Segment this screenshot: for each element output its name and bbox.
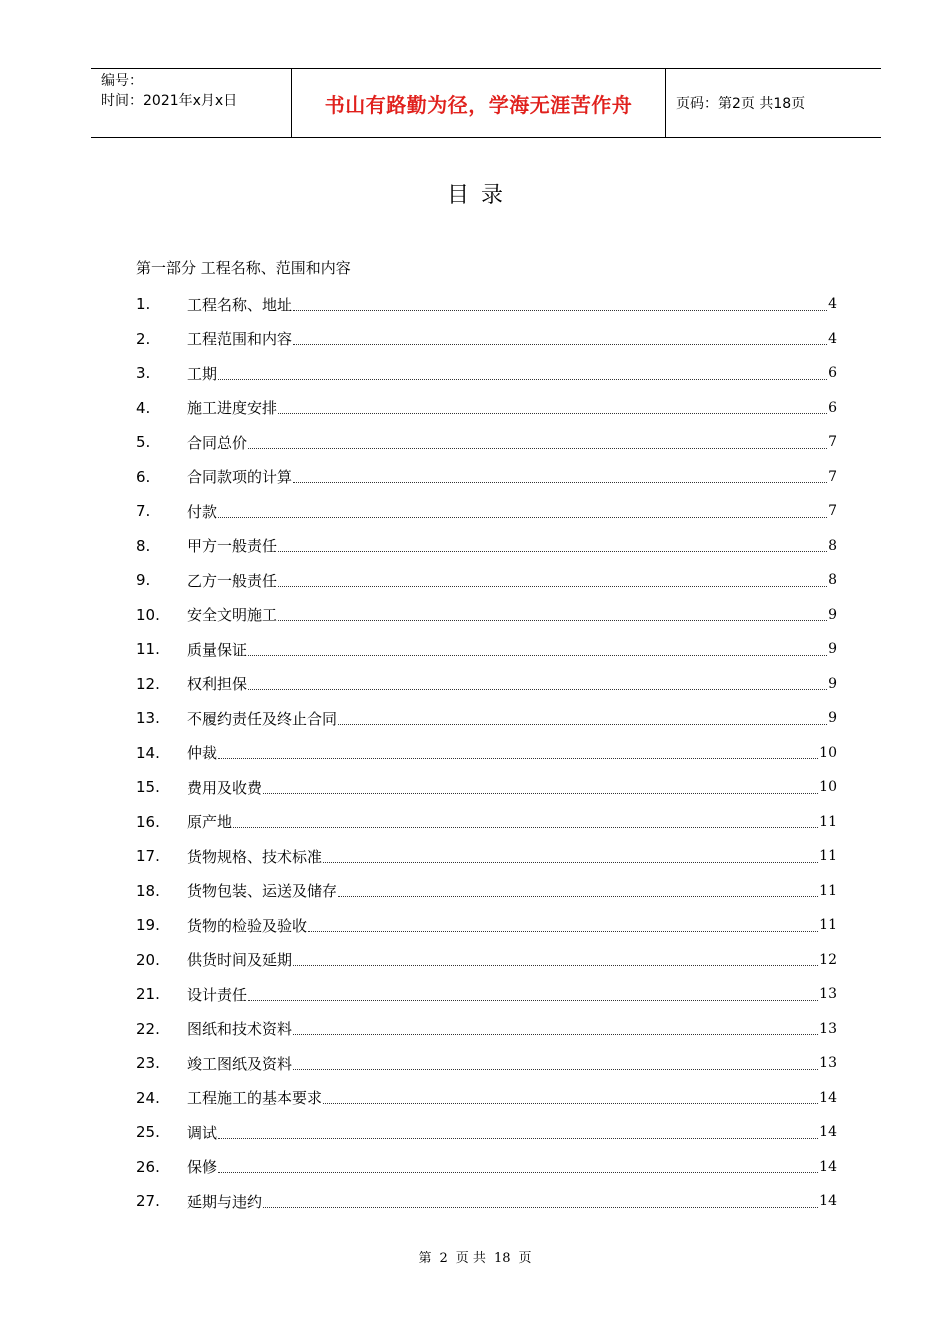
toc-entry-label: 权利担保	[187, 675, 248, 694]
toc-dot-leader	[278, 620, 827, 621]
toc-entry-page: 7	[828, 503, 837, 520]
toc-dot-leader	[278, 551, 827, 552]
toc-entry-label: 工期	[187, 364, 218, 383]
toc-entry-number: 26.	[136, 1157, 160, 1176]
toc-entry-label: 供货时间及延期	[187, 951, 293, 970]
toc-entry[interactable]	[136, 908, 837, 943]
toc-dot-leader	[293, 344, 827, 345]
toc-entry[interactable]	[136, 977, 837, 1012]
toc-entry[interactable]	[136, 943, 837, 978]
toc-entry[interactable]	[136, 667, 837, 702]
toc-entry-label: 工程施工的基本要求	[187, 1089, 323, 1108]
toc-entry-number: 18.	[136, 881, 160, 900]
toc-entry-page: 12	[819, 951, 837, 968]
toc-entry-number: 4.	[136, 398, 151, 417]
toc-dot-leader	[248, 1000, 818, 1001]
toc-dot-leader	[263, 1207, 818, 1208]
time-label: 时间：2021年x月x日	[101, 93, 238, 109]
part-heading: 第一部分 工程名称、范围和内容	[136, 259, 351, 277]
toc-entry-page: 7	[828, 468, 837, 485]
toc-entry-number: 17.	[136, 847, 160, 866]
toc-entry-label: 甲方一般责任	[187, 537, 278, 556]
toc-entry[interactable]	[136, 391, 837, 426]
toc-entry-page: 8	[828, 572, 837, 589]
toc-entry-label: 付款	[187, 502, 218, 521]
toc-entry-page: 4	[828, 330, 837, 347]
toc-entry-number: 3.	[136, 364, 151, 383]
toc-dot-leader	[248, 655, 827, 656]
toc-entry-number: 23.	[136, 1054, 160, 1073]
toc-dot-leader	[293, 965, 818, 966]
toc-entry-number: 12.	[136, 674, 160, 693]
toc-dot-leader	[218, 758, 818, 759]
toc-entry-label: 施工进度安排	[187, 399, 278, 418]
toc-entry-number: 19.	[136, 916, 160, 935]
toc-entry[interactable]	[136, 563, 837, 598]
toc-entry-page: 10	[819, 779, 837, 796]
toc-entry[interactable]	[136, 287, 837, 322]
toc-dot-leader	[218, 1172, 818, 1173]
toc-dot-leader	[323, 862, 818, 863]
toc-entry-number: 22.	[136, 1019, 160, 1038]
toc-title: 目录	[446, 183, 515, 208]
toc-entry[interactable]	[136, 1012, 837, 1047]
toc-dot-leader	[338, 896, 818, 897]
toc-entry[interactable]	[136, 632, 837, 667]
toc-dot-leader	[278, 413, 827, 414]
toc-entry-page: 9	[828, 710, 837, 727]
toc-entry-page: 14	[819, 1158, 837, 1175]
toc-entry-page: 14	[819, 1124, 837, 1141]
toc-dot-leader	[323, 1103, 818, 1104]
toc-entry[interactable]	[136, 598, 837, 633]
toc-entry-page: 4	[828, 296, 837, 313]
toc-dot-leader	[293, 1069, 818, 1070]
toc-dot-leader	[218, 517, 827, 518]
toc-entry-label: 工程范围和内容	[187, 330, 293, 349]
header-motto-cell	[292, 69, 666, 137]
toc-dot-leader	[248, 448, 827, 449]
toc-entry-page: 14	[819, 1089, 837, 1106]
toc-entry-page: 9	[828, 641, 837, 658]
toc-dot-leader	[293, 1034, 818, 1035]
toc-entry-page: 13	[819, 986, 837, 1003]
toc-dot-leader	[218, 379, 827, 380]
page-info: 页码：第2页 共18页	[676, 96, 806, 112]
document-header	[91, 68, 881, 138]
toc-entry[interactable]	[136, 356, 837, 391]
toc-entry[interactable]	[136, 1115, 837, 1150]
toc-entry-label: 货物包装、运送及储存	[187, 882, 338, 901]
toc-entry[interactable]	[136, 839, 837, 874]
toc-entry[interactable]	[136, 874, 837, 909]
footer-suffix: 页	[518, 1251, 532, 1266]
toc-entry-number: 15.	[136, 778, 160, 797]
toc-entry[interactable]	[136, 1046, 837, 1081]
toc-entry-number: 16.	[136, 812, 160, 831]
code-label: 编号：	[101, 73, 143, 89]
toc-entry-number: 8.	[136, 536, 151, 555]
toc-dot-leader	[293, 482, 827, 483]
toc-entry-label: 货物的检验及验收	[187, 916, 308, 935]
toc-dot-leader	[218, 1138, 818, 1139]
toc-entry[interactable]	[136, 322, 837, 357]
footer-prefix: 第	[418, 1251, 432, 1266]
toc-entry-page: 11	[819, 917, 837, 934]
toc-dot-leader	[233, 827, 818, 828]
toc-entry-page: 13	[819, 1020, 837, 1037]
toc-entry-number: 5.	[136, 433, 151, 452]
toc-entry-page: 14	[819, 1193, 837, 1210]
toc-entry-label: 设计责任	[187, 985, 248, 1004]
toc-entry-number: 1.	[136, 295, 151, 314]
toc-entry-label: 费用及收费	[187, 778, 263, 797]
footer-total-pages: 18	[493, 1251, 511, 1266]
toc-entry-page: 11	[819, 813, 837, 830]
toc-entry-number: 27.	[136, 1192, 160, 1211]
toc-entry-number: 2.	[136, 329, 151, 348]
toc-entry-page: 11	[819, 848, 837, 865]
toc-entry-label: 安全文明施工	[187, 606, 278, 625]
toc-entry[interactable]	[136, 701, 837, 736]
toc-entry-page: 13	[819, 1055, 837, 1072]
toc-entry-page: 6	[828, 365, 837, 382]
toc-dot-leader	[278, 586, 827, 587]
toc-entry[interactable]	[136, 529, 837, 564]
toc-entry-number: 13.	[136, 709, 160, 728]
toc-entry-label: 竣工图纸及资料	[187, 1054, 293, 1073]
toc-entry[interactable]	[136, 425, 837, 460]
toc-entry[interactable]	[136, 494, 837, 529]
toc-entry-label: 保修	[187, 1158, 218, 1177]
toc-entry[interactable]	[136, 460, 837, 495]
footer-current-page: 2	[439, 1251, 448, 1266]
toc-entry-page: 7	[828, 434, 837, 451]
toc-entry-number: 6.	[136, 467, 151, 486]
motto-text: 书山有路勤为径，学海无涯苦作舟	[324, 92, 633, 117]
toc-dot-leader	[308, 931, 818, 932]
toc-entry-page: 10	[819, 744, 837, 761]
toc-entry[interactable]	[136, 770, 837, 805]
toc-entry-label: 图纸和技术资料	[187, 1020, 293, 1039]
toc-dot-leader	[338, 724, 827, 725]
toc-list	[136, 287, 837, 1219]
toc-entry-label: 调试	[187, 1123, 218, 1142]
toc-entry-label: 仲裁	[187, 744, 218, 763]
toc-entry-number: 14.	[136, 743, 160, 762]
toc-entry-number: 25.	[136, 1123, 160, 1142]
toc-entry-label: 不履约责任及终止合同	[187, 709, 338, 728]
page-footer	[0, 1247, 950, 1266]
toc-dot-leader	[263, 793, 818, 794]
toc-entry-label: 工程名称、地址	[187, 295, 293, 314]
toc-entry-number: 10.	[136, 605, 160, 624]
toc-entry[interactable]	[136, 805, 837, 840]
toc-entry-number: 7.	[136, 502, 151, 521]
toc-dot-leader	[248, 689, 827, 690]
toc-entry-number: 11.	[136, 640, 160, 659]
toc-entry-label: 原产地	[187, 813, 233, 832]
toc-entry-number: 24.	[136, 1088, 160, 1107]
toc-entry-label: 合同款项的计算	[187, 468, 293, 487]
toc-entry-page: 11	[819, 882, 837, 899]
header-meta-cell	[91, 69, 292, 137]
toc-entry-number: 20.	[136, 950, 160, 969]
toc-entry-label: 合同总价	[187, 433, 248, 452]
toc-entry[interactable]	[136, 1150, 837, 1185]
toc-entry-page: 6	[828, 399, 837, 416]
toc-entry-label: 质量保证	[187, 640, 248, 659]
toc-entry-label: 货物规格、技术标准	[187, 847, 323, 866]
header-page-cell	[666, 69, 881, 137]
toc-entry-page: 8	[828, 537, 837, 554]
toc-entry[interactable]	[136, 736, 837, 771]
toc-entry-number: 21.	[136, 985, 160, 1004]
toc-entry-number: 9.	[136, 571, 151, 590]
toc-entry-label: 延期与违约	[187, 1192, 263, 1211]
toc-entry-page: 9	[828, 606, 837, 623]
toc-entry-label: 乙方一般责任	[187, 571, 278, 590]
toc-entry[interactable]	[136, 1081, 837, 1116]
toc-entry-page: 9	[828, 675, 837, 692]
toc-entry[interactable]	[136, 1184, 837, 1219]
footer-middle: 页 共	[455, 1251, 486, 1266]
toc-dot-leader	[293, 310, 827, 311]
